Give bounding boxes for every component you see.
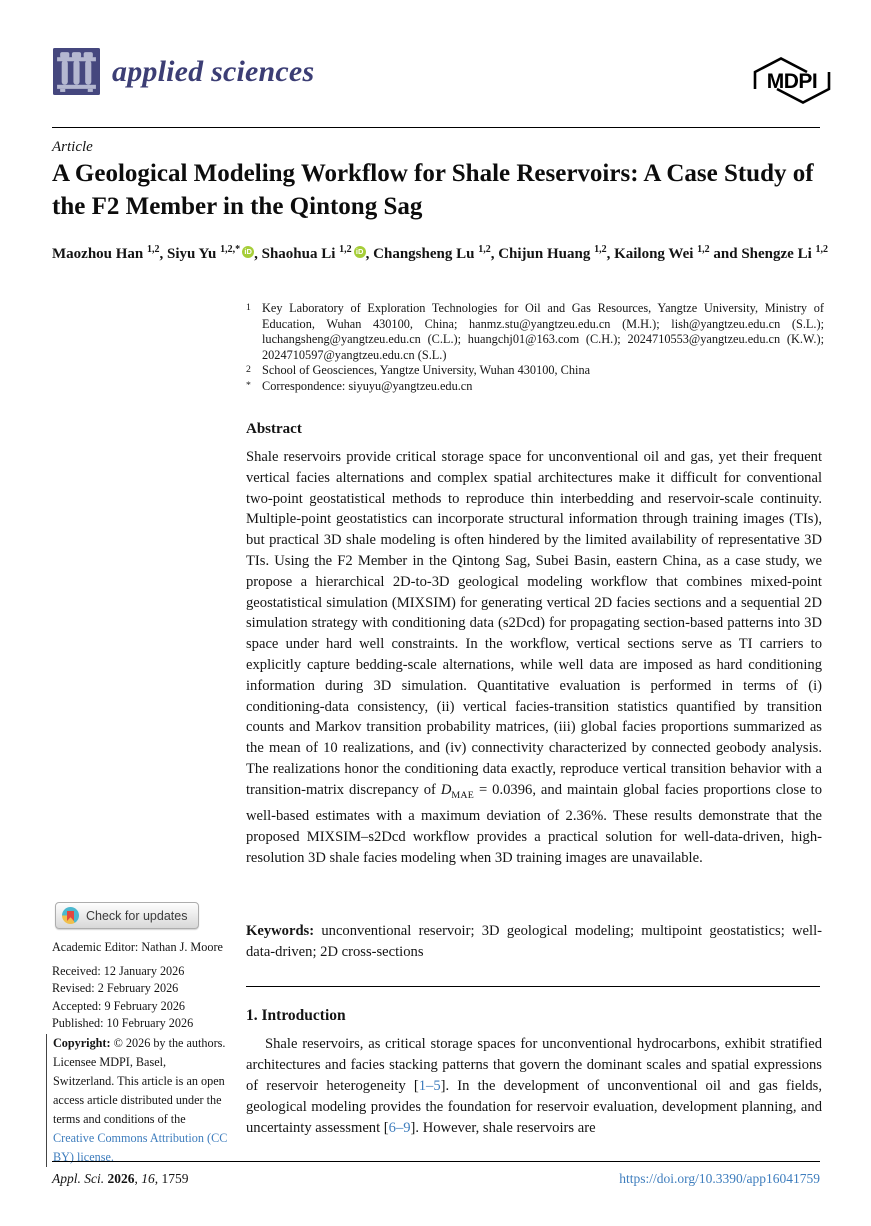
- inline-link[interactable]: 6–9: [388, 1120, 411, 1136]
- crossmark-icon: [62, 907, 79, 924]
- text-segment: Appl. Sci.: [52, 1171, 108, 1186]
- author-affiliation-superscript: 1,2: [697, 244, 710, 255]
- mdpi-logo-text: MDPI: [766, 70, 818, 93]
- text-segment: = 0.0396, and maintain global facies proportions close to well-based estimates with a maximum deviation of 2.36%. These results demonstrate that the proposed MIXSIM–s2Dcd workflow provides a practical solution for well-data-driven, high-resolution 3D shale facies modeling when 3D training images are unavailable.: [246, 781, 822, 867]
- mdpi-logo: [752, 56, 832, 110]
- text-segment: MAE: [451, 789, 475, 801]
- affiliations-block: [246, 301, 824, 395]
- authors-line: Maozhou Han $^{1,2}$, Siyu Yu $^{1,2,*}$ iD , Shaohua Li $^{1,2}$ iD , Changsheng Lu $^{1,2}$, Chijun Huang $^{1,2}$, Kailong Wei $^{1,2}$ and Shengze Li $^{1,2}$: [52, 244, 829, 262]
- article-type-label: Article: [52, 139, 93, 155]
- date-line: Revised: 2 February 2026: [52, 981, 179, 996]
- author-affiliation-superscript: 1,2,*: [220, 244, 241, 255]
- text-segment: Shale reservoirs provide critical storage space for unconventional oil and gas, yet their frequent vertical facies alternations and complex spatial architectures make it difficult for conventional two-point geostatistical methods to reproduce thin interbedding and reservoir-scale continuity. Multiple-point geostatistics can incorporate structural information through training images (TIs), but practical 3D shale modeling is often hindered by the limited availability of representative 3D TIs. Using the F2 Member in the Qintong Sag, Subei Basin, eastern China, as a case study, we propose a hierarchical 2D-to-3D geological modeling workflow that combines mixed-point geostatistical simulation (MIXSIM) for generating vertical 2D facies sections and a sequential 2D simulation strategy with conditioning data (s2Dcd) for propagating section-based patterns into 3D space under hard well constraints. In the workflow, vertical sections serve as TI carriers to explicitly capture bedding-scale alternations, while well data are imposed as hard conditioning information during 3D simulation. Quantitative evaluation is performed in terms of (i) conditioning-data consistency, (ii) vertical facies-transition statistics quantified by transition counts and Markov transition probability matrices, (iii) global facies proportions summarized as the mean of 10 realizations, and (iv) connectivity characterized by connected geobody analysis. The realizations honor the conditioning data exactly, reproduce vertical transition behavior with a transition-matrix discrepancy of: [246, 449, 822, 798]
- author-affiliation-superscript: 1,2: [815, 244, 829, 255]
- author-name: Siyu Yu: [167, 246, 217, 262]
- text-segment: 16: [141, 1171, 155, 1186]
- doi-link[interactable]: https://doi.org/10.3390/app16041759: [619, 1171, 820, 1186]
- keywords-divider: [246, 986, 820, 987]
- text-segment: Copyright:: [53, 1036, 114, 1050]
- abstract-heading: Abstract: [246, 421, 302, 437]
- text-segment: ]. However, shale reservoirs are: [410, 1120, 596, 1136]
- copyright-notice: [46, 1034, 229, 1167]
- inline-link[interactable]: 1–5: [418, 1078, 441, 1094]
- keywords-line: [246, 921, 822, 963]
- mdpi-hexagon-icon: [752, 56, 832, 105]
- header-divider: [52, 127, 820, 128]
- check-for-updates-label: Check for updates: [86, 908, 188, 923]
- abstract-text: [246, 447, 822, 869]
- affiliation-row: [246, 301, 824, 363]
- affiliation-row: [246, 363, 824, 379]
- author-name: Shaohua Li: [261, 246, 336, 262]
- author-name: Changsheng Lu: [373, 246, 475, 262]
- author-affiliation-superscript: 1,2: [594, 244, 607, 255]
- author-affiliation-superscript: 1,2: [147, 244, 160, 255]
- test-tubes-icon: [53, 48, 100, 95]
- academic-editor-line: Academic Editor: Nathan J. Moore: [52, 940, 223, 954]
- section-heading-introduction: 1. Introduction: [246, 1007, 346, 1024]
- text-segment: ,: [134, 1171, 142, 1186]
- footer-citation: [52, 1171, 189, 1187]
- author-affiliation-superscript: 1,2: [339, 244, 352, 255]
- affiliation-text: School of Geosciences, Yangtze University, Wuhan 430100, China: [262, 363, 591, 378]
- journal-name: applied sciences: [112, 54, 315, 88]
- footer-divider: [52, 1161, 820, 1162]
- affiliation-marker: *: [246, 379, 251, 391]
- article-dates: [52, 963, 244, 1032]
- date-line: Received: 12 January 2026: [52, 964, 185, 978]
- text-segment: © 2026 by the authors. Licensee MDPI, Basel, Switzerland. This article is an open access article distributed under the terms and conditions of the: [53, 1036, 226, 1126]
- date-line: Accepted: 9 February 2026: [52, 998, 186, 1013]
- affiliation-row: [246, 379, 824, 395]
- affiliation-marker: 2: [246, 364, 251, 376]
- introduction-paragraph: [246, 1034, 822, 1139]
- text-segment: , 1759: [154, 1171, 189, 1186]
- author-affiliation-superscript: 1,2: [478, 244, 491, 255]
- keywords-label: Keywords:: [246, 923, 315, 939]
- keywords-text: unconventional reservoir; 3D geological modeling; multipoint geostatistics; well-data-driven; 2D cross-sections: [246, 923, 822, 960]
- inline-link[interactable]: Creative Commons Attribution (CC BY) license.: [53, 1131, 228, 1164]
- affiliation-text: Key Laboratory of Exploration Technologies for Oil and Gas Resources, Yangtze University, Ministry of Education, Wuhan 430100, China; hanmz.stu@yangtzeu.edu.cn (M.H.); lish@yangtzeu.edu.cn (S.L.); luchangsheng@yangtzeu.edu.cn (C.L.); huangchj01@163.com (C.H.); 2024710553@yangtzeu.edu.cn (K.W.); 2024710597@yangtzeu.edu.cn (S.L.): [262, 301, 824, 362]
- author-name: Kailong Wei: [614, 246, 694, 262]
- text-segment: 2026: [107, 1171, 135, 1186]
- date-line: Published: 10 February 2026: [52, 1015, 194, 1030]
- text-segment: ]. In the development of unconventional oil and gas fields, geological modeling provides the foundation for reservoir evaluation, development planning, and uncertainty assessment [: [246, 1078, 822, 1136]
- author-name: Maozhou Han: [52, 246, 144, 262]
- check-for-updates-button[interactable]: [55, 902, 199, 929]
- author-name: Shengze Li: [741, 246, 812, 262]
- orcid-icon[interactable]: iD: [242, 246, 254, 258]
- text-segment: D: [440, 781, 452, 798]
- text-segment: Shale reservoirs, as critical storage spaces for unconventional hydrocarbons, exhibit stratified architectures and facies stacking patterns that govern the dominant scales and spatial expressions of reservoir heterogeneity [: [246, 1036, 822, 1094]
- author-name: Chijun Huang: [498, 246, 591, 262]
- article-title: A Geological Modeling Workflow for Shale Reservoirs: A Case Study of the F2 Member in the Qintong Sag: [52, 160, 814, 220]
- applied-sciences-logo: [53, 48, 314, 95]
- orcid-icon[interactable]: iD: [354, 246, 366, 258]
- affiliation-text: Correspondence: siyuyu@yangtzeu.edu.cn: [262, 378, 473, 393]
- affiliation-marker: 1: [246, 302, 251, 313]
